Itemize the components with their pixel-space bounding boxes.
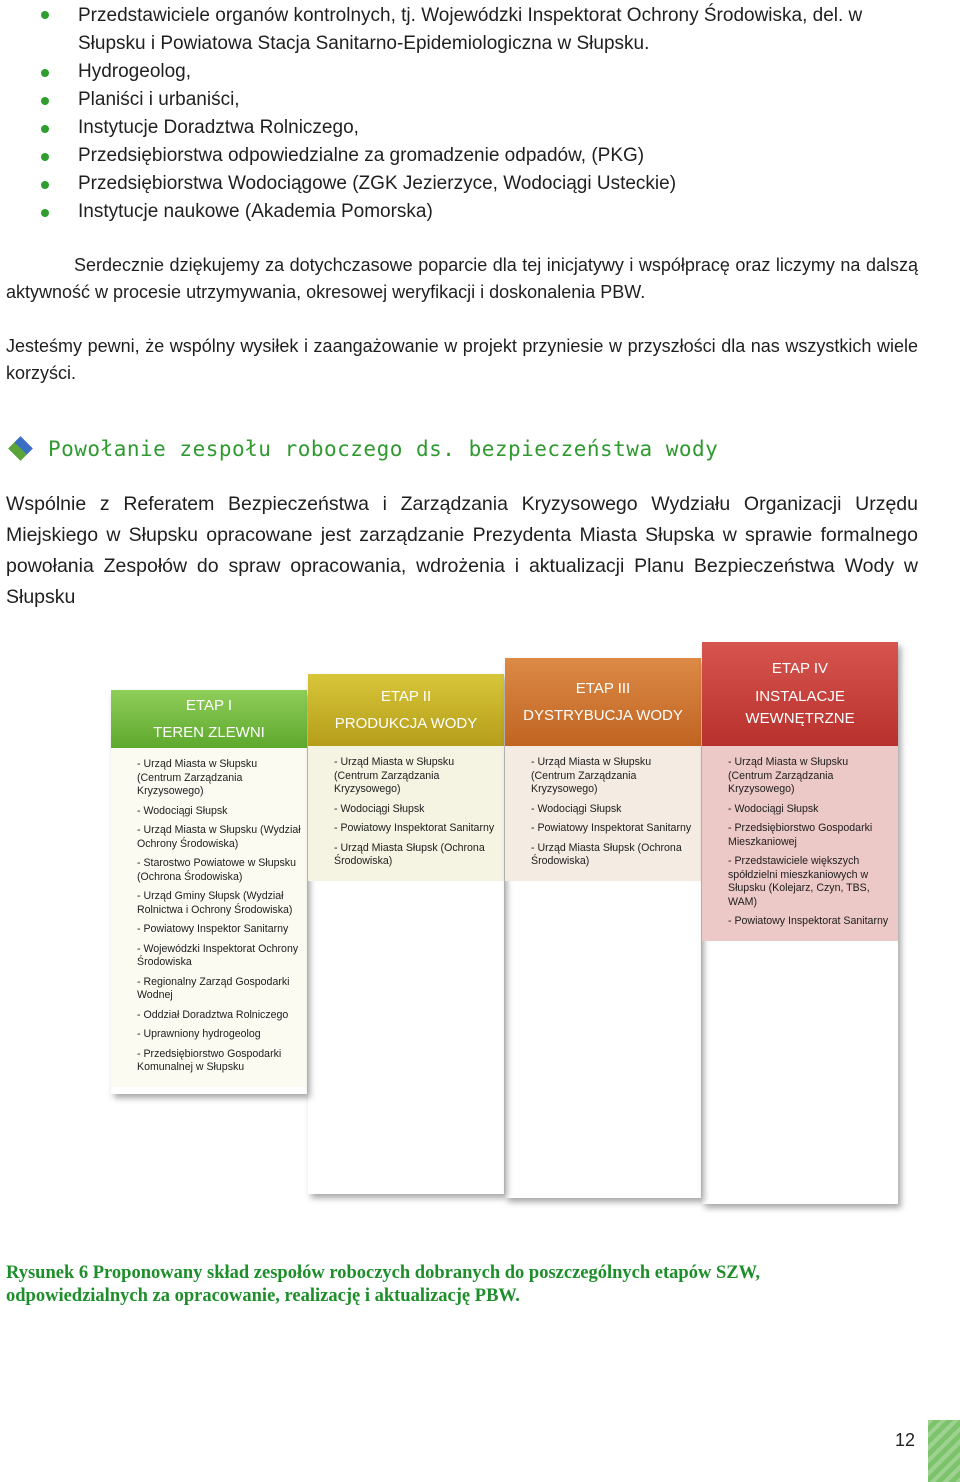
list-item: - Przedsiębiorstwo Gospodarki Mieszkaniowej [728,822,873,848]
list-item: Instytucje naukowe (Akademia Pomorska) [0,198,960,226]
bullet-dot-icon [41,125,49,133]
list-item: - Urząd Miasta w Słupsku (Wydział Ochrony Środowiska) [137,824,301,850]
page-number-box [872,1420,960,1482]
bullet-dot-icon [41,153,49,161]
stage-2-panel [308,674,504,1194]
stage-subtitle: PRODUKCJA WODY [334,715,478,732]
list-item: - Wodociągi Słupsk [334,802,425,815]
bullet-list [0,0,960,226]
stage-1-panel [111,690,307,1094]
list-item: - Urząd Miasta w Słupsku (Centrum Zarządzania Kryzysowego) [334,756,455,795]
list-item: - Urząd Miasta w Słupsku (Centrum Zarządzania Kryzysowego) [531,756,652,795]
list-item: Hydrogeolog, [0,58,960,86]
list-item: - Urząd Gminy Słupsk (Wydział Rolnictwa i Ochrony Środowiska) [137,890,293,916]
section-heading [10,437,718,461]
page-corner-stripes [928,1420,960,1482]
stage-3-header [505,658,701,746]
list-item: - Przedstawiciele większych spółdzielni mieszkaniowych w Słupsku (Kolejarz, Czyn, TBS, WAM) [728,855,870,908]
list-item: - Starostwo Powiatowe w Słupsku (Ochrona Środowiska) [137,857,296,883]
stage-3-panel [505,658,701,1198]
bullet-dot-icon [41,97,49,105]
stage-1-header [111,690,307,748]
page-number: 12 [895,1430,916,1450]
thanks-paragraph: Serdecznie dziękujemy za dotychczasowe poparcie dla tej inicjatywy i współpracę oraz liczymy na dalszą aktywność w procesie utrzymywania, okresowej weryfikacji i doskonalenia PBW. [6,255,918,302]
stage-2-list [308,746,504,881]
list-item: - Oddział Doradztwa Rolniczego [137,1008,289,1021]
list-item: Planiści i urbaniści, [0,86,960,114]
list-item: - Regionalny Zarząd Gospodarki Wodnej [137,975,290,1001]
list-item: - Urząd Miasta w Słupsku (Centrum Zarządzania Kryzysowego) [137,758,258,797]
bullet-dot-icon [41,181,49,189]
list-item: - Powiatowy Inspektorat Sanitarny [334,822,495,834]
list-item: - Powiatowy Inspektor Sanitarny [137,923,289,935]
bullet-dot-icon [41,209,49,217]
stage-4-list [702,746,898,941]
list-item: Instytucje Doradztwa Rolniczego, [0,114,960,142]
list-item: - Wodociągi Słupsk [531,802,622,815]
list-item: Przedsiębiorstwa Wodociągowe (ZGK Jezierzyce, Wodociągi Usteckie) [0,170,960,198]
stage-2-header [308,674,504,746]
list-item: - Urząd Miasta Słupsk (Ochrona Środowiska) [334,841,485,867]
body-paragraph: Wspólnie z Referatem Bezpieczeństwa i Zarządzania Kryzysowego Wydziału Organizacji Urzędu Miejskiego w Słupsku opracowane jest zarządzanie Prezydenta Miasta Słupska w sprawie formalnego powołania Zespołów do spraw opracowania, wdrożenia i aktualizacji Planu Bezpieczeństwa Wody w Słupsku [6,493,918,608]
stage-4-panel [702,642,898,1204]
list-item: - Wodociągi Słupsk [137,804,228,817]
list-item: - Powiatowy Inspektorat Sanitarny [531,822,692,834]
list-item: Przedsiębiorstwa odpowiedzialne za gromadzenie odpadów, (PKG) [0,142,960,170]
section-title: Powołanie zespołu roboczego ds. bezpieczeństwa wody [48,437,719,461]
stage-title: ETAP I [185,697,233,714]
diamond-bullet-icon [10,438,32,460]
list-item: - Urząd Miasta w Słupsku (Centrum Zarządzania Kryzysowego) [728,756,849,795]
list-item: - Uprawniony hydrogeolog [137,1028,261,1040]
confidence-paragraph: Jesteśmy pewni, że wspólny wysiłek i zaangażowanie w projekt przyniesie w przyszłości dla nas wszystkich wiele korzyści. [6,336,918,383]
list-item: - Przedsiębiorstwo Gospodarki Komunalnej w Słupsku [137,1047,282,1073]
stage-4-header [702,642,898,746]
bullet-dot-icon [41,69,49,77]
stage-1-list [111,748,307,1087]
list-item: - Urząd Miasta Słupsk (Ochrona Środowiska) [531,841,682,867]
list-item: - Wojewódzki Inspektorat Ochrony Środowiska [137,942,299,968]
bullet-dot-icon [41,11,49,19]
list-item: Przedstawiciele organów kontrolnych, tj. Wojewódzki Inspektorat Ochrony Środowiska, del. w Słupsku i Powiatowa Stacja Sanitarno-Epidemiologiczna w Słupsku. [0,0,960,58]
stage-title: ETAP IV [771,660,829,677]
list-item: - Wodociągi Słupsk [728,802,819,815]
stage-title: ETAP III [575,680,631,697]
list-item: - Powiatowy Inspektorat Sanitarny [728,915,889,927]
stage-title: ETAP II [380,688,432,705]
stage-subtitle: DYSTRYBUCJA WODY [523,707,683,724]
stage-3-list [505,746,701,881]
stage-subtitle: TEREN ZLEWNI [153,724,265,741]
figure-caption: Rysunek 6 Proponowany skład zespołów roboczych dobranych do poszczególnych etapów SZW, odpowiedzialnych za opracowanie, realizację i aktualizację PBW. [6,1263,761,1306]
stage-subtitle: INSTALACJE WEWNĘTRZNE [745,688,855,727]
